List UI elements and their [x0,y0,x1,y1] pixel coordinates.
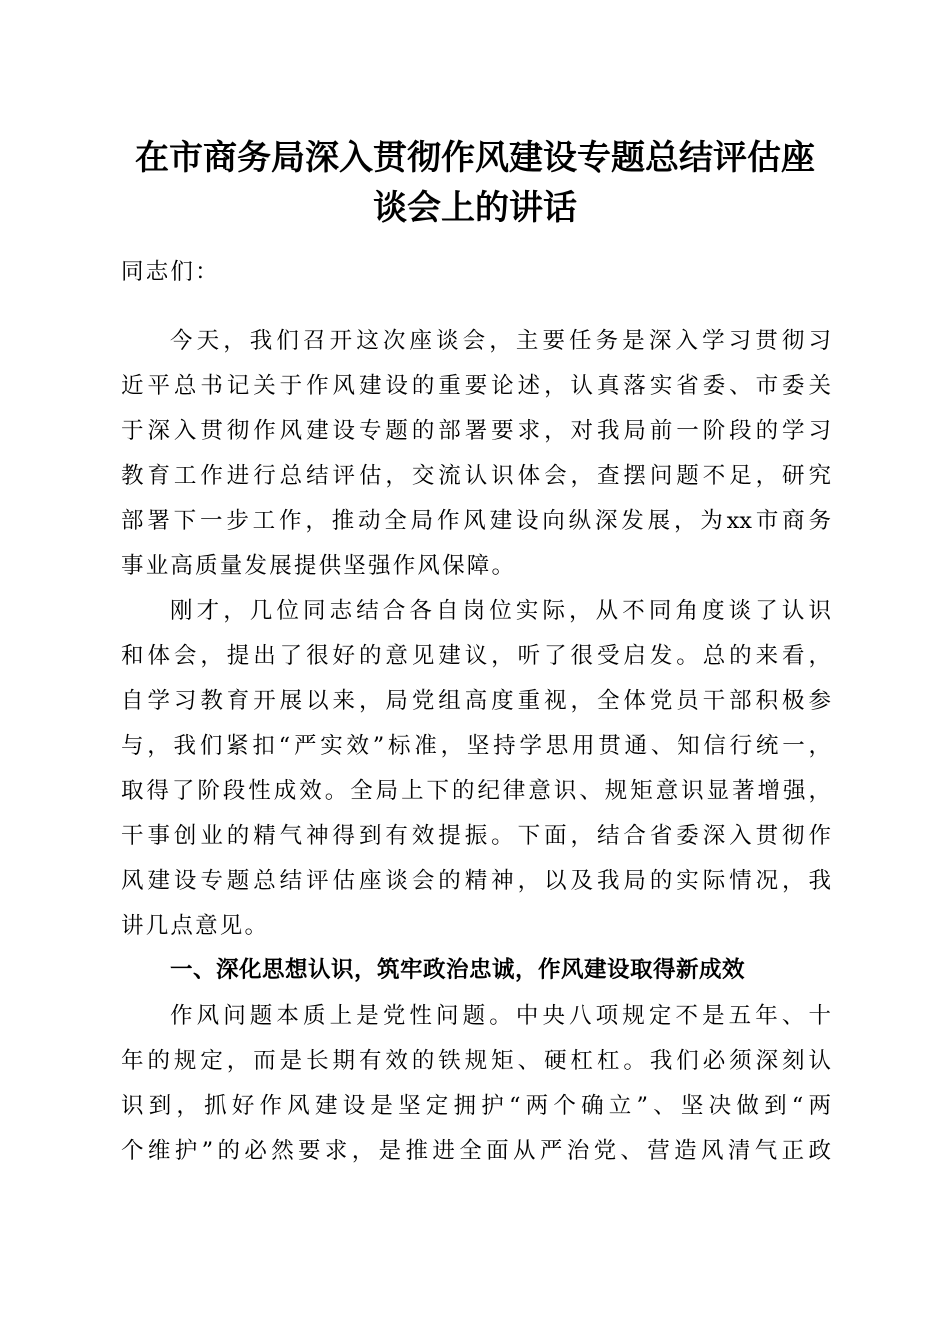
paragraph-2-line-5: 取得了阶段性成效。全局上下的纪律意识、规矩意识显著增强， [121,778,831,804]
paragraph-1-line-6: 事业高质量发展提供坚强作风保障。 [121,553,517,579]
paragraph-2-line-7: 风建设专题总结评估座谈会的精神，以及我局的实际情况，我 [121,868,831,894]
document-title-line-1: 在市商务局深入贯彻作风建设专题总结评估座 [135,138,815,178]
document-title-line-2: 谈会上的讲话 [373,188,577,228]
paragraph-3-line-1: 作风问题本质上是党性问题。中央八项规定不是五年、十 [170,1003,831,1029]
paragraph-2-line-6: 干事创业的精气神得到有效提振。下面，结合省委深入贯彻作 [121,823,831,849]
paragraph-3-line-2: 年的规定，而是长期有效的铁规矩、硬杠杠。我们必须深刻认 [121,1048,831,1074]
paragraph-2-line-8: 讲几点意见。 [121,913,270,939]
paragraph-1-line-4: 教育工作进行总结评估，交流认识体会，查摆问题不足，研究 [121,463,831,489]
paragraph-2-line-4: 与，我们紧扣“严实效”标准，坚持学思用贯通、知信行统一， [121,733,831,759]
salutation: 同志们： [121,259,220,285]
paragraph-2-line-3: 自学习教育开展以来，局党组高度重视，全体党员干部积极参 [121,688,831,714]
paragraph-1-line-1: 今天，我们召开这次座谈会，主要任务是深入学习贯彻习 [170,328,831,354]
paragraph-1-line-5: 部署下一步工作，推动全局作风建设向纵深发展，为xx市商务 [121,508,831,534]
paragraph-3-line-3: 识到，抓好作风建设是坚定拥护“两个确立”、坚决做到“两 [121,1093,831,1119]
section-heading-1: 一、深化思想认识，筑牢政治忠诚，作风建设取得新成效 [170,957,746,983]
paragraph-1-line-2: 近平总书记关于作风建设的重要论述，认真落实省委、市委关 [121,373,831,399]
paragraph-2-line-2: 和体会，提出了很好的意见建议，听了很受启发。总的来看， [121,643,831,669]
paragraph-3-line-4: 个维护”的必然要求，是推进全面从严治党、营造风清气正政 [121,1138,831,1164]
paragraph-2-line-1: 刚才，几位同志结合各自岗位实际，从不同角度谈了认识 [170,598,831,624]
paragraph-1-line-3: 于深入贯彻作风建设专题的部署要求，对我局前一阶段的学习 [121,418,831,444]
